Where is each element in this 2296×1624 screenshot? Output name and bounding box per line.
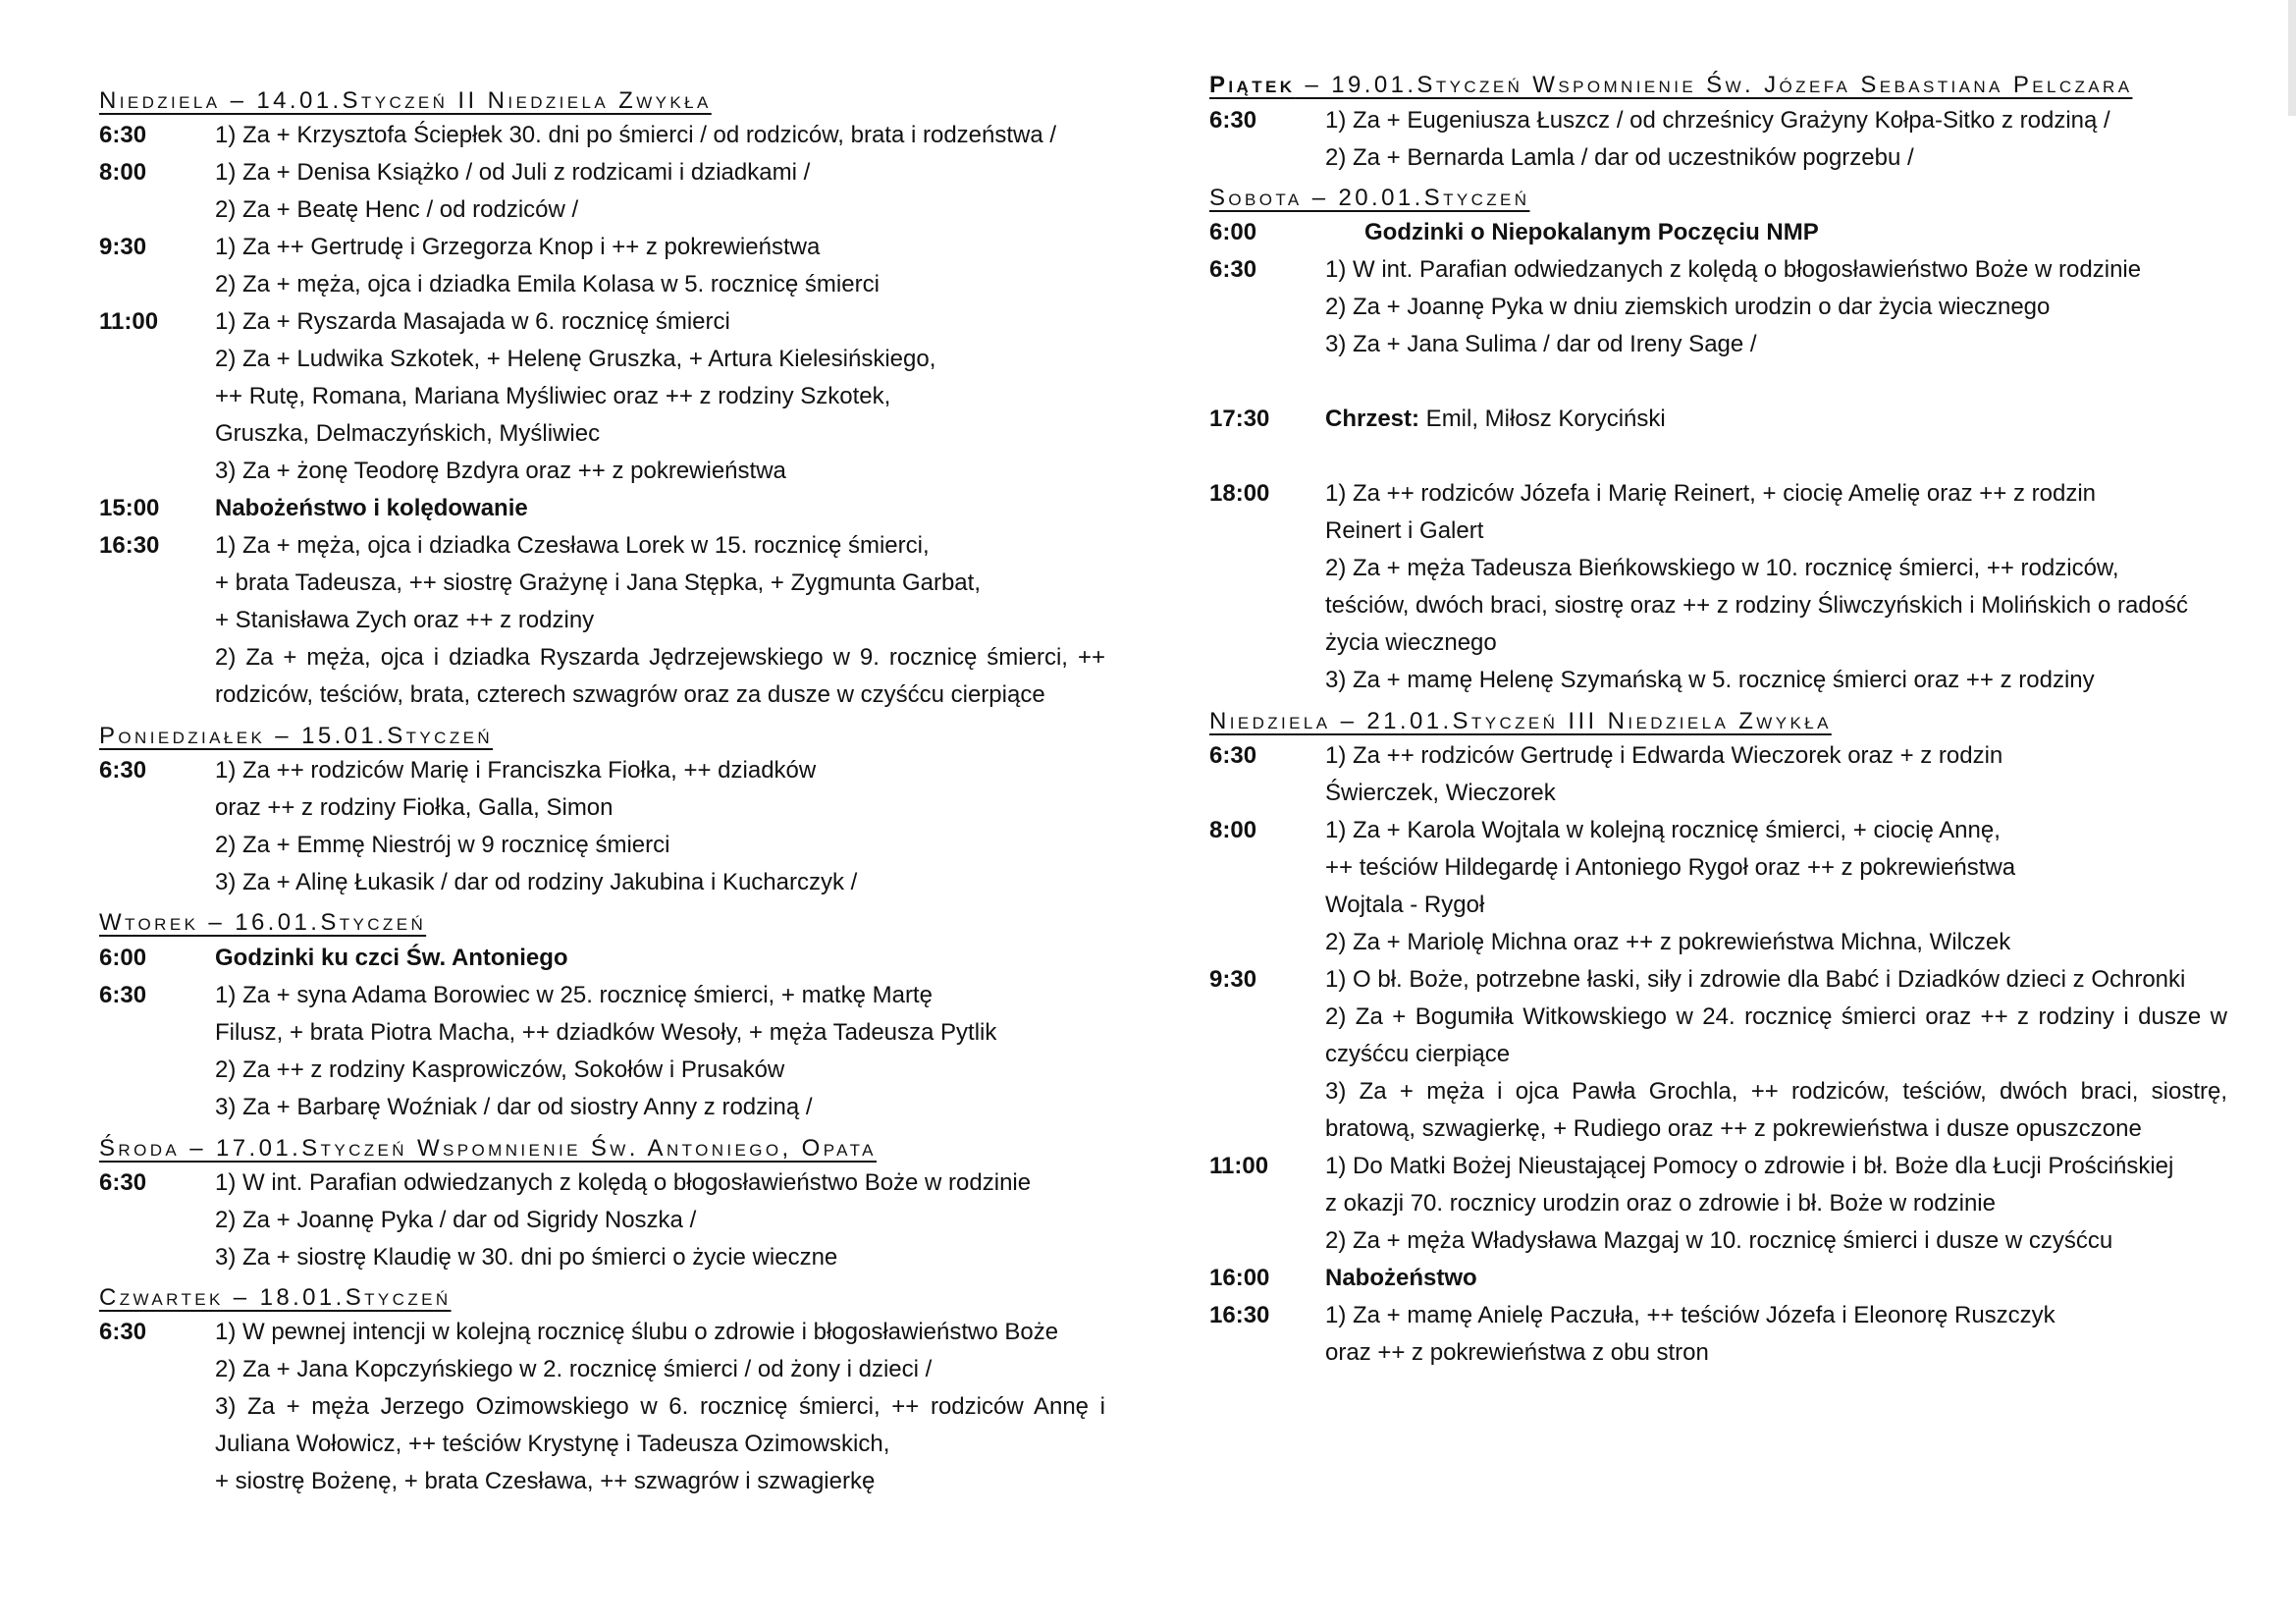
intention-line — [99, 1164, 1120, 1202]
intention-text: 2) Za + męża Władysława Mazgaj w 10. rocznicę śmierci i dusze w czyśćcu — [1325, 1227, 2113, 1254]
intention-line — [1209, 961, 2250, 999]
intention-text: 1) Za + Eugeniusza Łuszcz / od chrześnicy Grażyny Kołpa-Sitko z rodziną / — [1325, 107, 2110, 134]
intention-line — [1209, 999, 2250, 1036]
intention-text: Reinert i Galert — [1325, 517, 1484, 544]
intention-line — [99, 490, 1120, 527]
mass-time: 6:00 — [1209, 219, 1257, 245]
intention-text: oraz ++ z rodziny Fiołka, Galla, Simon — [215, 794, 614, 821]
intention-text: oraz ++ z pokrewieństwa z obu stron — [1325, 1339, 1709, 1366]
intention-line — [99, 453, 1120, 490]
service-title: Nabożeństwo i kolędowanie — [215, 495, 528, 521]
intention-line — [99, 1314, 1120, 1351]
intention-line — [1209, 214, 2250, 251]
intention-line — [99, 752, 1120, 789]
mass-time: 9:30 — [1209, 966, 1257, 993]
intention-text: teściów, dwóch braci, siostrę oraz ++ z rodziny Śliwczyńskich i Molińskich o radość — [1325, 592, 2188, 619]
intention-line — [99, 1202, 1120, 1239]
intention-text: 3) Za + żonę Teodorę Bzdyra oraz ++ z pokrewieństwa — [215, 458, 786, 484]
intention-line — [99, 1014, 1120, 1052]
day-name: Piątek — [1209, 72, 1296, 98]
intention-text: 1) O bł. Boże, potrzebne łaski, siły i zdrowie dla Babć i Dziadków dzieci z Ochronki — [1325, 966, 2186, 993]
intention-line — [99, 229, 1120, 266]
intention-line — [99, 527, 1120, 565]
intention-line — [1209, 587, 2250, 624]
intention-text: 3) Za + Jana Sulima / dar od Ireny Sage / — [1325, 331, 1757, 357]
intention-text: Świerczek, Wieczorek — [1325, 780, 1556, 806]
mass-time: 15:00 — [99, 495, 160, 521]
intention-line — [1209, 1148, 2250, 1185]
intention-line — [99, 565, 1120, 602]
intention-text: 2) Za + Emmę Niestrój w 9 rocznicę śmierci — [215, 832, 670, 858]
intention-text: 1) Za + Denisa Książko / od Juli z rodzicami i dziadkami / — [215, 159, 811, 186]
intention-text: 2) Za ++ z rodziny Kasprowiczów, Sokołów i Prusaków — [215, 1056, 785, 1083]
intention-text: 1) Za ++ Gertrudę i Grzegorza Knop i ++ z pokrewieństwa — [215, 234, 821, 260]
intention-text: 3) Za + siostrę Klaudię w 30. dni po śmierci o życie wieczne — [215, 1244, 838, 1271]
service-title: Nabożeństwo — [1325, 1265, 1477, 1291]
intention-line — [99, 1089, 1120, 1126]
mass-time: 9:30 — [99, 234, 147, 260]
intention-text: życia wiecznego — [1325, 629, 1497, 656]
mass-time: 16:30 — [1209, 1302, 1270, 1328]
intention-text: 1) Za + Ryszarda Masajada w 6. rocznicę śmierci — [215, 308, 730, 335]
intention-line — [99, 1426, 1120, 1463]
mass-time: 6:30 — [1209, 256, 1257, 283]
mass-time: 11:00 — [99, 308, 159, 335]
mass-time: 6:30 — [1209, 107, 1257, 134]
intention-line — [99, 303, 1120, 341]
intention-line — [99, 415, 1120, 453]
intention-line — [1209, 513, 2250, 550]
intention-text: 1) Za + mamę Anielę Paczuła, ++ teściów Józefa i Eleonorę Ruszczyk — [1325, 1302, 2056, 1328]
intention-text: z okazji 70. rocznicy urodzin oraz o zdrowie i bł. Boże w rodzinie — [1325, 1190, 1996, 1217]
intention-line — [99, 639, 1120, 677]
day-header: Poniedziałek – 15.01.Styczeń — [99, 723, 494, 749]
intention-text: + siostrę Bożenę, + brata Czesława, ++ szwagrów i szwagierkę — [215, 1468, 876, 1494]
day-header: Niedziela – 21.01.Styczeń III Niedziela Zwykła — [1209, 708, 1832, 734]
intention-text: 2) Za + Mariolę Michna oraz ++ z pokrewieństwa Michna, Wilczek — [1325, 929, 2011, 955]
intention-text: czyśćcu cierpiące — [1325, 1041, 1511, 1067]
intention-text: 2) Za + Bogumiła Witkowskiego w 24. rocznicę śmierci oraz ++ z rodziny i dusze w — [1325, 1003, 2227, 1030]
intention-line — [1209, 1297, 2250, 1334]
intention-line — [99, 977, 1120, 1014]
intention-text: ++ teściów Hildegardę i Antoniego Rygoł oraz ++ z pokrewieństwa — [1325, 854, 2016, 881]
intention-line — [1209, 550, 2250, 587]
mass-time: 6:30 — [99, 982, 147, 1008]
intention-text: Gruszka, Delmaczyńskich, Myśliwiec — [215, 420, 601, 447]
intention-text: bratową, szwagierkę, + Rudiego oraz ++ z pokrewieństwa i dusze opuszczone — [1325, 1115, 2142, 1142]
intention-text: 2) Za + męża, ojca i dziadka Ryszarda Jędrzejewskiego w 9. rocznicę śmierci, ++ — [215, 644, 1105, 671]
intention-line — [1209, 887, 2250, 924]
mass-time: 17:30 — [1209, 406, 1270, 432]
intention-line — [99, 191, 1120, 229]
intention-text: 3) Za + męża i ojca Pawła Grochla, ++ rodziców, teściów, dwóch braci, siostrę, — [1325, 1078, 2227, 1105]
intention-line — [99, 341, 1120, 378]
mass-time: 11:00 — [1209, 1153, 1269, 1179]
mass-time: 6:30 — [99, 122, 147, 148]
intention-text: 3) Za + Alinę Łukasik / dar od rodziny Jakubina i Kucharczyk / — [215, 869, 858, 895]
intention-line — [99, 827, 1120, 864]
intention-line — [1209, 139, 2250, 177]
intention-text: 1) Za + Karola Wojtala w kolejną rocznicę śmierci, + ciocię Annę, — [1325, 817, 2001, 843]
intention-text: rodziców, teściów, brata, czterech szwagrów oraz za dusze w czyśćcu cierpiące — [215, 681, 1045, 708]
intention-text: 2) Za + męża, ojca i dziadka Emila Kolasa w 5. rocznicę śmierci — [215, 271, 880, 298]
intention-line — [1209, 1110, 2250, 1148]
intention-text: 1) Za + syna Adama Borowiec w 25. rocznicę śmierci, + matkę Martę — [215, 982, 933, 1008]
intention-line — [1209, 1334, 2250, 1372]
intention-line — [1209, 1260, 2250, 1297]
intention-text: 2) Za + męża Tadeusza Bieńkowskiego w 10. rocznicę śmierci, ++ rodziców, — [1325, 555, 2119, 581]
intention-line — [1209, 1073, 2250, 1110]
intention-text: 1) Za ++ rodziców Gertrudę i Edwarda Wieczorek oraz + z rodzin — [1325, 742, 2003, 769]
intention-text: 1) W int. Parafian odwiedzanych z kolędą o błogosławieństwo Boże w rodzinie — [215, 1169, 1032, 1196]
mass-time: 16:30 — [99, 532, 160, 559]
intention-line — [1209, 849, 2250, 887]
intention-line — [1209, 737, 2250, 775]
intention-line — [99, 1052, 1120, 1089]
intention-line — [1209, 812, 2250, 849]
mass-time: 8:00 — [1209, 817, 1257, 843]
intention-text: 1) Za ++ rodziców Józefa i Marię Reinert, + ciocię Amelię oraz ++ z rodzin — [1325, 480, 2097, 507]
day-header: Sobota – 20.01.Styczeń — [1209, 185, 1530, 211]
service-title: Godzinki o Niepokalanym Poczęciu NMP — [1364, 219, 1819, 245]
intention-line — [99, 1239, 1120, 1276]
day-header: Czwartek – 18.01.Styczeń — [99, 1284, 452, 1311]
intention-text: 2) Za + Beatę Henc / od rodziców / — [215, 196, 579, 223]
intention-line — [99, 677, 1120, 714]
day-header: Niedziela – 14.01.Styczeń II Niedziela Zwykła — [99, 87, 712, 114]
intention-line — [1209, 326, 2250, 363]
intention-text: 1) Do Matki Bożej Nieustającej Pomocy o zdrowie i bł. Boże dla Łucji Prościńskiej — [1325, 1153, 2174, 1179]
mass-time: 6:30 — [99, 757, 147, 784]
intention-line — [1209, 924, 2250, 961]
intention-text: 2) Za + Bernarda Lamla / dar od uczestników pogrzebu / — [1325, 144, 1914, 171]
intention-line — [1209, 624, 2250, 662]
intention-text: 1) Za + Krzysztofa Ściepłek 30. dni po śmierci / od rodziców, brata i rodzeństwa / — [215, 122, 1057, 148]
intention-line — [99, 864, 1120, 901]
intention-line — [99, 266, 1120, 303]
intention-line — [1209, 1036, 2250, 1073]
intention-line — [99, 1463, 1120, 1500]
intention-line — [1209, 401, 2250, 438]
intention-line — [1209, 1222, 2250, 1260]
intention-line — [99, 940, 1120, 977]
intention-text: 1) Za + męża, ojca i dziadka Czesława Lorek w 15. rocznicę śmierci, — [215, 532, 930, 559]
intention-line — [1209, 289, 2250, 326]
intention-line — [99, 117, 1120, 154]
intention-text: 3) Za + Barbarę Woźniak / dar od siostry Anny z rodziną / — [215, 1094, 813, 1120]
day-header: Środa – 17.01.Styczeń Wspomnienie Św. Antoniego, Opata — [99, 1135, 877, 1162]
intention-line — [99, 1388, 1120, 1426]
intention-text: Filusz, + brata Piotra Macha, ++ dziadków Wesoły, + męża Tadeusza Pytlik — [215, 1019, 997, 1046]
intention-line — [99, 789, 1120, 827]
intention-text: 3) Za + mamę Helenę Szymańską w 5. rocznicę śmierci oraz ++ z rodziny — [1325, 667, 2095, 693]
intention-text: 2) Za + Ludwika Szkotek, + Helenę Gruszka, + Artura Kielesińskiego, — [215, 346, 936, 372]
intention-text: 3) Za + męża Jerzego Ozimowskiego w 6. rocznicę śmierci, ++ rodziców Annę i — [215, 1393, 1105, 1420]
intention-text: + Stanisława Zych oraz ++ z rodziny — [215, 607, 595, 633]
day-header-rest: – 19.01.Styczeń Wspomnienie Św. Józefa Sebastiana Pelczara — [1295, 72, 2133, 98]
intention-text: Wojtala - Rygoł — [1325, 892, 1485, 918]
intention-text: Chrzest: Emil, Miłosz Koryciński — [1325, 406, 1666, 432]
day-header — [1209, 71, 2132, 100]
intention-line — [99, 602, 1120, 639]
intention-text: Juliana Wołowicz, ++ teściów Krystynę i Tadeusza Ozimowskich, — [215, 1431, 890, 1457]
mass-time: 6:30 — [99, 1169, 147, 1196]
mass-time: 6:00 — [99, 945, 147, 971]
mass-time: 18:00 — [1209, 480, 1270, 507]
mass-time: 6:30 — [99, 1319, 147, 1345]
intention-text: 1) W pewnej intencji w kolejną rocznicę ślubu o zdrowie i błogosławieństwo Boże — [215, 1319, 1059, 1345]
service-title: Godzinki ku czci Św. Antoniego — [215, 945, 568, 971]
day-header: Wtorek – 16.01.Styczeń — [99, 909, 427, 936]
intention-text: 2) Za + Joannę Pyka w dniu ziemskich urodzin o dar życia wiecznego — [1325, 294, 2051, 320]
intention-text: 2) Za + Jana Kopczyńskiego w 2. rocznicę śmierci / od żony i dzieci / — [215, 1356, 933, 1382]
intention-line — [99, 378, 1120, 415]
intention-line — [1209, 1185, 2250, 1222]
intention-text: 2) Za + Joannę Pyka / dar od Sigridy Noszka / — [215, 1207, 697, 1233]
service-label: Chrzest: — [1325, 406, 1420, 432]
mass-time: 6:30 — [1209, 742, 1257, 769]
mass-time: 8:00 — [99, 159, 147, 186]
intention-text: ++ Rutę, Romana, Mariana Myśliwiec oraz ++ z rodziny Szkotek, — [215, 383, 891, 409]
mass-time: 16:00 — [1209, 1265, 1270, 1291]
intention-line — [1209, 475, 2250, 513]
intention-line — [1209, 102, 2250, 139]
intention-line — [1209, 251, 2250, 289]
scrollbar[interactable] — [2288, 0, 2296, 116]
intention-text: + brata Tadeusza, ++ siostrę Grażynę i Jana Stępka, + Zygmunta Garbat, — [215, 569, 981, 596]
intention-line — [1209, 775, 2250, 812]
intention-line — [99, 154, 1120, 191]
intention-line — [99, 1351, 1120, 1388]
intention-text: 1) Za ++ rodziców Marię i Franciszka Fiołka, ++ dziadków — [215, 757, 817, 784]
intention-text: 1) W int. Parafian odwiedzanych z kolędą o błogosławieństwo Boże w rodzinie — [1325, 256, 2142, 283]
intention-line — [1209, 662, 2250, 699]
